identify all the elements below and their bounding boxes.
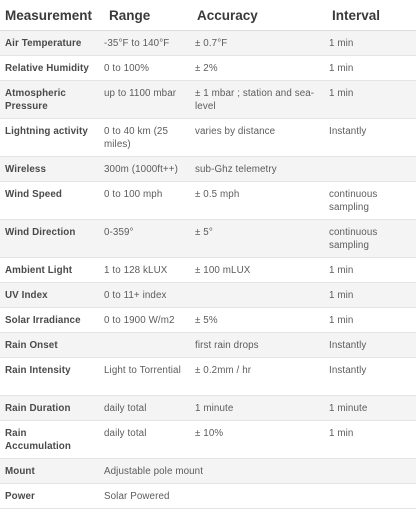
cell-interval: Instantly	[324, 358, 416, 396]
cell-interval	[324, 484, 416, 509]
cell-interval: 1 min	[324, 421, 416, 459]
table-row	[0, 56, 416, 81]
cell-interval: 1 min	[324, 56, 416, 81]
cell-interval: Instantly	[324, 333, 416, 358]
cell-range: 0 to 100%	[98, 56, 189, 81]
cell-measurement: Rain Onset	[0, 333, 98, 358]
cell-accuracy: first rain drops	[189, 333, 324, 358]
cell-measurement: Solar Irradiance	[0, 308, 98, 333]
table-row	[0, 459, 416, 484]
cell-range	[98, 333, 189, 358]
cell-range: daily total	[98, 421, 189, 459]
cell-accuracy: ± 10%	[189, 421, 324, 459]
cell-measurement: Rain Duration	[0, 396, 98, 421]
table-body	[0, 31, 416, 509]
cell-accuracy: varies by distance	[189, 119, 324, 157]
cell-interval: 1 min	[324, 308, 416, 333]
table-header	[0, 0, 416, 31]
table-row	[0, 81, 416, 119]
cell-measurement: Rain Intensity	[0, 358, 98, 396]
cell-interval	[324, 459, 416, 484]
cell-accuracy: 1 minute	[189, 396, 324, 421]
table-row	[0, 358, 416, 396]
cell-range: -35°F to 140°F	[98, 31, 189, 56]
cell-measurement: Atmospheric Pressure	[0, 81, 98, 119]
cell-accuracy: ± 0.5 mph	[189, 182, 324, 220]
cell-interval: Instantly	[324, 119, 416, 157]
cell-measurement: Wireless	[0, 157, 98, 182]
table-row	[0, 258, 416, 283]
header-row	[0, 0, 416, 31]
cell-interval: 1 min	[324, 31, 416, 56]
table-row	[0, 182, 416, 220]
cell-measurement: Wind Direction	[0, 220, 98, 258]
cell-interval: 1 min	[324, 283, 416, 308]
cell-range: Adjustable pole mount	[98, 459, 324, 484]
cell-measurement: Lightning activity	[0, 119, 98, 157]
header-range: Range	[98, 0, 189, 31]
cell-measurement: Wind Speed	[0, 182, 98, 220]
cell-interval: 1 min	[324, 258, 416, 283]
cell-range: Solar Powered	[98, 484, 324, 509]
cell-interval: continuous sampling	[324, 182, 416, 220]
cell-interval	[324, 157, 416, 182]
table-row	[0, 119, 416, 157]
cell-measurement: Rain Accumulation	[0, 421, 98, 459]
cell-measurement: Ambient Light	[0, 258, 98, 283]
cell-range: 300m (1000ft++)	[98, 157, 189, 182]
cell-measurement: Air Temperature	[0, 31, 98, 56]
cell-range: up to 1100 mbar	[98, 81, 189, 119]
cell-measurement: UV Index	[0, 283, 98, 308]
table-row	[0, 484, 416, 509]
cell-accuracy: ± 2%	[189, 56, 324, 81]
cell-range: 0-359°	[98, 220, 189, 258]
cell-accuracy: ± 5%	[189, 308, 324, 333]
cell-accuracy: ± 5°	[189, 220, 324, 258]
table-row	[0, 31, 416, 56]
cell-range: 0 to 11+ index	[98, 283, 189, 308]
cell-accuracy: sub-Ghz telemetry	[189, 157, 324, 182]
table-row	[0, 333, 416, 358]
table-row	[0, 220, 416, 258]
cell-measurement: Power	[0, 484, 98, 509]
cell-range: daily total	[98, 396, 189, 421]
header-interval: Interval	[324, 0, 416, 31]
cell-accuracy: ± 0.7°F	[189, 31, 324, 56]
header-accuracy: Accuracy	[189, 0, 324, 31]
cell-accuracy: ± 100 mLUX	[189, 258, 324, 283]
cell-accuracy: ± 1 mbar ; station and sea-level	[189, 81, 324, 119]
header-measurement: Measurement	[0, 0, 98, 31]
cell-range: 0 to 1900 W/m2	[98, 308, 189, 333]
cell-interval: continuous sampling	[324, 220, 416, 258]
cell-interval: 1 minute	[324, 396, 416, 421]
cell-accuracy	[189, 283, 324, 308]
table-row	[0, 421, 416, 459]
table-row	[0, 308, 416, 333]
cell-measurement: Mount	[0, 459, 98, 484]
table-row	[0, 157, 416, 182]
cell-range: 1 to 128 kLUX	[98, 258, 189, 283]
cell-range: Light to Torrential	[98, 358, 189, 396]
table-row	[0, 283, 416, 308]
cell-range: 0 to 40 km (25 miles)	[98, 119, 189, 157]
cell-interval: 1 min	[324, 81, 416, 119]
cell-range: 0 to 100 mph	[98, 182, 189, 220]
cell-measurement: Relative Humidity	[0, 56, 98, 81]
table-row	[0, 396, 416, 421]
cell-accuracy: ± 0.2mm / hr	[189, 358, 324, 396]
